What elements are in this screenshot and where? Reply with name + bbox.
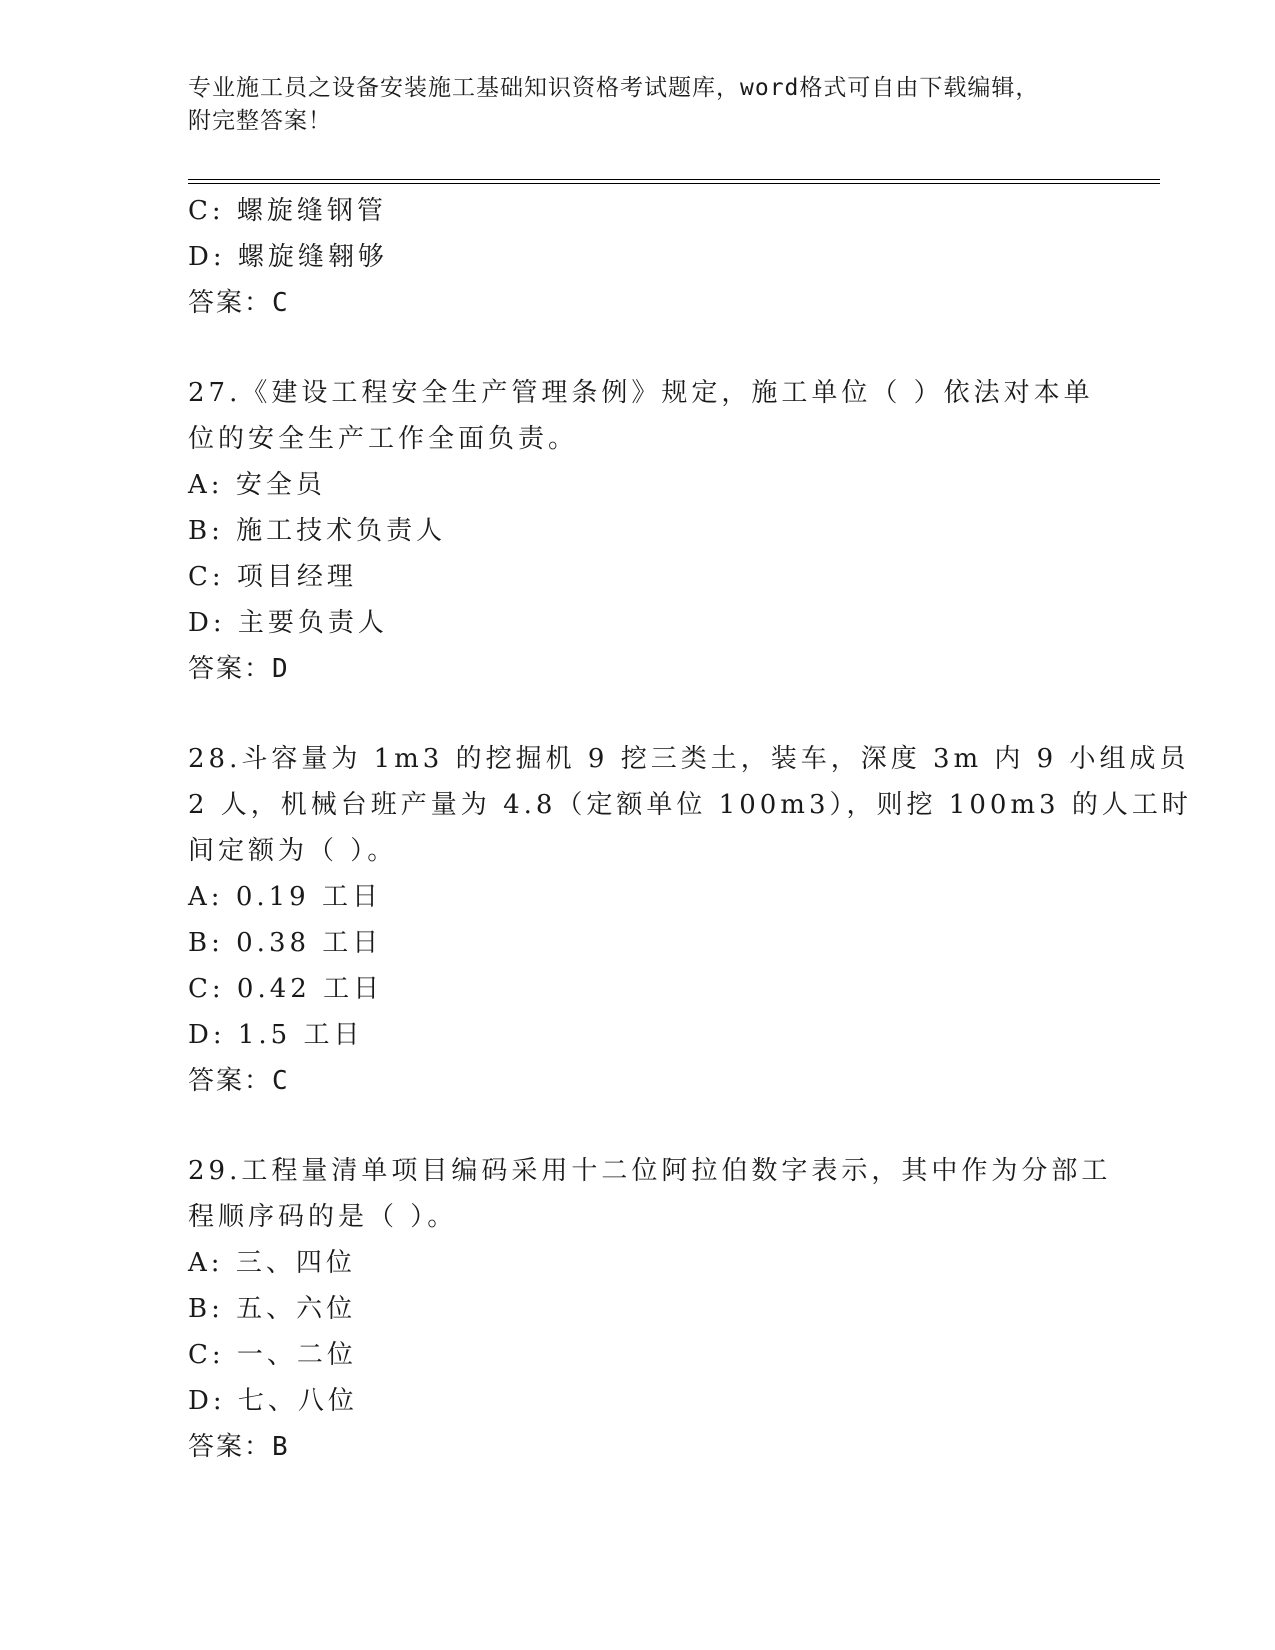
header-divider-top — [188, 179, 1160, 180]
question-text-line: 位的安全生产工作全面负责。 — [188, 424, 579, 454]
option-letter: D: — [188, 242, 226, 272]
option-letter: C: — [188, 562, 225, 592]
option-text: 螺旋缝钢管 — [236, 196, 387, 226]
option-letter: C: — [188, 974, 225, 1004]
option-a — [188, 1240, 1088, 1286]
question-text-line: 间定额为（ ）。 — [188, 836, 398, 866]
header-line-2: 附完整答案！ — [188, 108, 332, 134]
header-line-1: 专业施工员之设备安装施工基础知识资格考试题库，word格式可自由下载编辑， — [188, 75, 1040, 101]
option-text: 一、二位 — [236, 1340, 357, 1370]
question-text-line: 27.《建设工程安全生产管理条例》规定，施工单位（ ）依法对本单 — [188, 378, 1094, 408]
option-letter: A: — [188, 1248, 224, 1278]
answer-label: 答案： — [188, 1066, 273, 1096]
option-a — [188, 874, 1088, 920]
option-text: 三、四位 — [235, 1248, 356, 1278]
option-c — [188, 1332, 1088, 1378]
option-text: 项目经理 — [236, 562, 357, 592]
option-letter: D: — [188, 1386, 226, 1416]
option-letter: D: — [188, 1020, 226, 1050]
answer-value: B — [272, 1432, 290, 1462]
header-divider-bottom — [188, 183, 1160, 184]
question-28 — [188, 736, 1192, 1104]
answer-line — [188, 646, 1088, 692]
option-letter: B: — [188, 516, 224, 546]
option-text: 螺旋缝翱够 — [237, 242, 388, 272]
question-list — [188, 188, 1192, 1470]
answer-value: C — [272, 288, 290, 318]
answer-label: 答案： — [188, 288, 273, 318]
answer-label: 答案： — [188, 654, 273, 684]
option-text: 0.38 工日 — [236, 928, 383, 958]
answer-line — [188, 1058, 1088, 1104]
option-text: 0.19 工日 — [235, 882, 382, 912]
option-letter: B: — [188, 928, 224, 958]
option-c — [188, 966, 1088, 1012]
spacer — [188, 1104, 1088, 1148]
option-text: 主要负责人 — [237, 608, 388, 638]
answer-line — [188, 1424, 1088, 1470]
option-letter: C: — [188, 1340, 225, 1370]
option-a — [188, 462, 1088, 508]
option-c — [188, 188, 1088, 234]
option-text: 0.42 工日 — [236, 974, 384, 1004]
spacer — [188, 692, 1088, 736]
question-29 — [188, 1148, 1112, 1470]
option-letter: C: — [188, 196, 225, 226]
answer-label: 答案： — [188, 1432, 273, 1462]
question-text-line: 29.工程量清单项目编码采用十二位阿拉伯数字表示，其中作为分部工 — [188, 1156, 1112, 1186]
spacer — [188, 326, 1088, 370]
option-b — [188, 920, 1088, 966]
option-c — [188, 554, 1088, 600]
option-text: 七、八位 — [237, 1386, 358, 1416]
option-text: 五、六位 — [236, 1294, 357, 1324]
question-27 — [188, 370, 1094, 692]
question-26-continuation — [188, 188, 1088, 326]
question-text-line: 2 人，机械台班产量为 4.8（定额单位 100m3），则挖 100m3 的人工时 — [188, 790, 1192, 820]
option-d — [188, 1012, 1088, 1058]
option-b — [188, 1286, 1088, 1332]
answer-line — [188, 280, 1088, 326]
option-d — [188, 600, 1088, 646]
option-letter: A: — [188, 470, 224, 500]
option-letter: A: — [188, 882, 224, 912]
option-d — [188, 234, 1088, 280]
option-b — [188, 508, 1088, 554]
option-letter: B: — [188, 1294, 224, 1324]
question-text-line: 28.斗容量为 1m3 的挖掘机 9 挖三类土，装车，深度 3m 内 9 小组成员 — [188, 744, 1190, 774]
option-text: 施工技术负责人 — [236, 516, 447, 546]
option-letter: D: — [188, 608, 226, 638]
option-text: 1.5 工日 — [237, 1020, 364, 1050]
document-header — [188, 72, 1068, 138]
option-text: 安全员 — [235, 470, 326, 500]
answer-value: C — [272, 1066, 290, 1096]
option-d — [188, 1378, 1088, 1424]
question-text-line: 程顺序码的是（ ）。 — [188, 1202, 458, 1232]
answer-value: D — [272, 654, 290, 684]
